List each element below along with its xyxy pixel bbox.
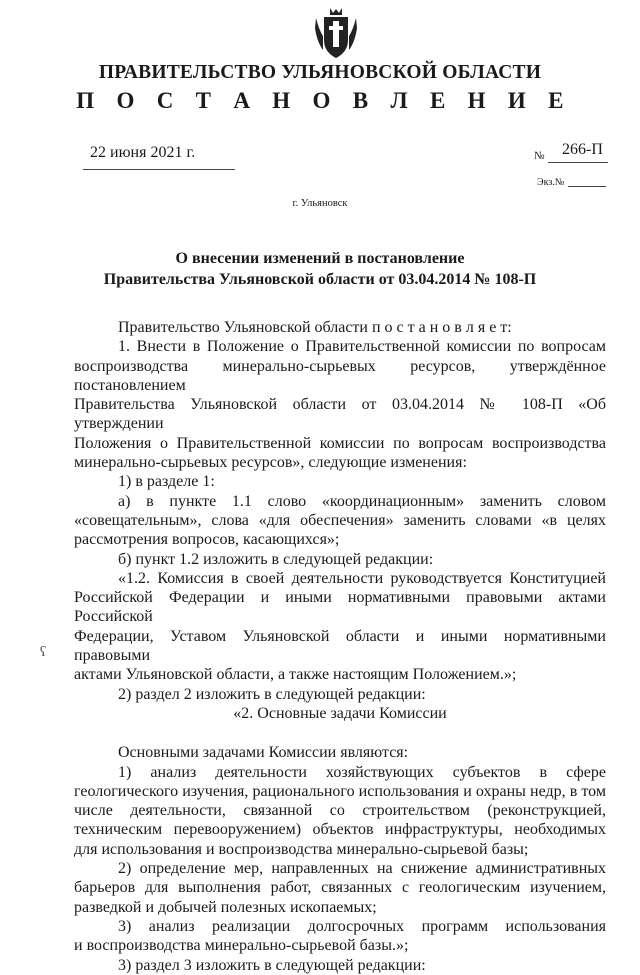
body-line: Федерации, Уставом Ульяновской области и иными нормативными правовыми [74, 627, 606, 665]
copy-underline [568, 186, 606, 187]
document-number: 266-П [562, 141, 603, 158]
body-line: Основными задачами Комиссии являются: [118, 744, 409, 762]
document-date: 22 июня 2021 г. [90, 144, 196, 161]
body-line: минерально-сырьевых ресурсов», следующие изменения: [74, 454, 467, 472]
body-line: разведкой и добычей полезных ископаемых; [74, 898, 377, 916]
body-line: и воспроизводства минерально-сырьевой базы.»; [74, 937, 409, 955]
section-heading: «2. Основные задачи Комиссии [233, 704, 447, 722]
title-line-2: Правительства Ульяновской области от 03.04.2014 № 108-П [103, 271, 537, 288]
body-line: 3) анализ реализации долгосрочных программ использования [118, 917, 606, 935]
body-line: 3) раздел 3 изложить в следующей редакции: [118, 956, 426, 974]
body-line: Положения о Правительственной комиссии по вопросам воспроизводства [74, 434, 606, 452]
body-line: б) пункт 1.2 изложить в следующей редакции: [118, 550, 434, 568]
body-line: барьеров для выполнения работ, связанных с геологическим изучением, [74, 879, 606, 897]
body-line: 2) раздел 2 изложить в следующей редакции: [118, 685, 426, 703]
body-line: а) в пункте 1.1 слово «координационным» заменить словом [118, 492, 606, 510]
margin-mark: ʕ [40, 645, 47, 660]
date-underline [83, 169, 235, 170]
body-line: Правительства Ульяновской области от 03.04.2014 № 108-П «Об утверждении [74, 396, 606, 433]
body-line: 2) определение мер, направленных на снижение административных [118, 860, 606, 878]
number-underline [548, 162, 608, 163]
number-label: № [534, 150, 545, 162]
government-name: ПРАВИТЕЛЬСТВО УЛЬЯНОВСКОЙ ОБЛАСТИ [98, 62, 542, 83]
copy-label: Экз.№ [537, 177, 565, 188]
body-line: 1) анализ деятельности хозяйствующих субъектов в сфере [118, 763, 606, 781]
body-line: 1) в разделе 1: [118, 473, 215, 491]
document-body [74, 318, 606, 975]
body-line: числе деятельности, связанной со строительством (реконструкцией, [74, 802, 606, 820]
body-line: воспроизводства минерально-сырьевых ресурсов, утверждённое постановлением [74, 357, 606, 394]
body-line: техническим перевооружением) объектов инфраструктуры, необходимых [74, 821, 606, 839]
city: г. Ульяновск [292, 198, 348, 209]
body-line: 1. Внести в Положение о Правительственной комиссии по вопросам [118, 338, 606, 356]
document-title [60, 248, 580, 290]
body-line: рассмотрения вопросов, касающихся»; [74, 531, 340, 549]
body-line: «1.2. Комиссия в своей деятельности руководствуется Конституцией [118, 569, 606, 587]
title-line-1: О внесении изменений в постановление [175, 250, 465, 267]
body-line: «совещательным», слова «для обеспечения» заменить словами «в целях [74, 511, 606, 529]
body-line: геологического изучения, рационального использования и охраны недр, в том [74, 782, 606, 800]
body-line: актами Ульяновской области, а также настоящим Положением.»; [74, 666, 517, 684]
body-line: Российской Федерации и иными нормативными правовыми актами Российской [74, 589, 606, 626]
body-line: Правительство Ульяновской области п о с т а н о в л я е т: [118, 319, 512, 336]
document-type: П О С Т А Н О В Л Е Н И Е [76, 88, 572, 113]
coat-of-arms-icon [314, 6, 358, 62]
body-line: для использования и воспроизводства минерально-сырьевой базы; [74, 840, 529, 858]
